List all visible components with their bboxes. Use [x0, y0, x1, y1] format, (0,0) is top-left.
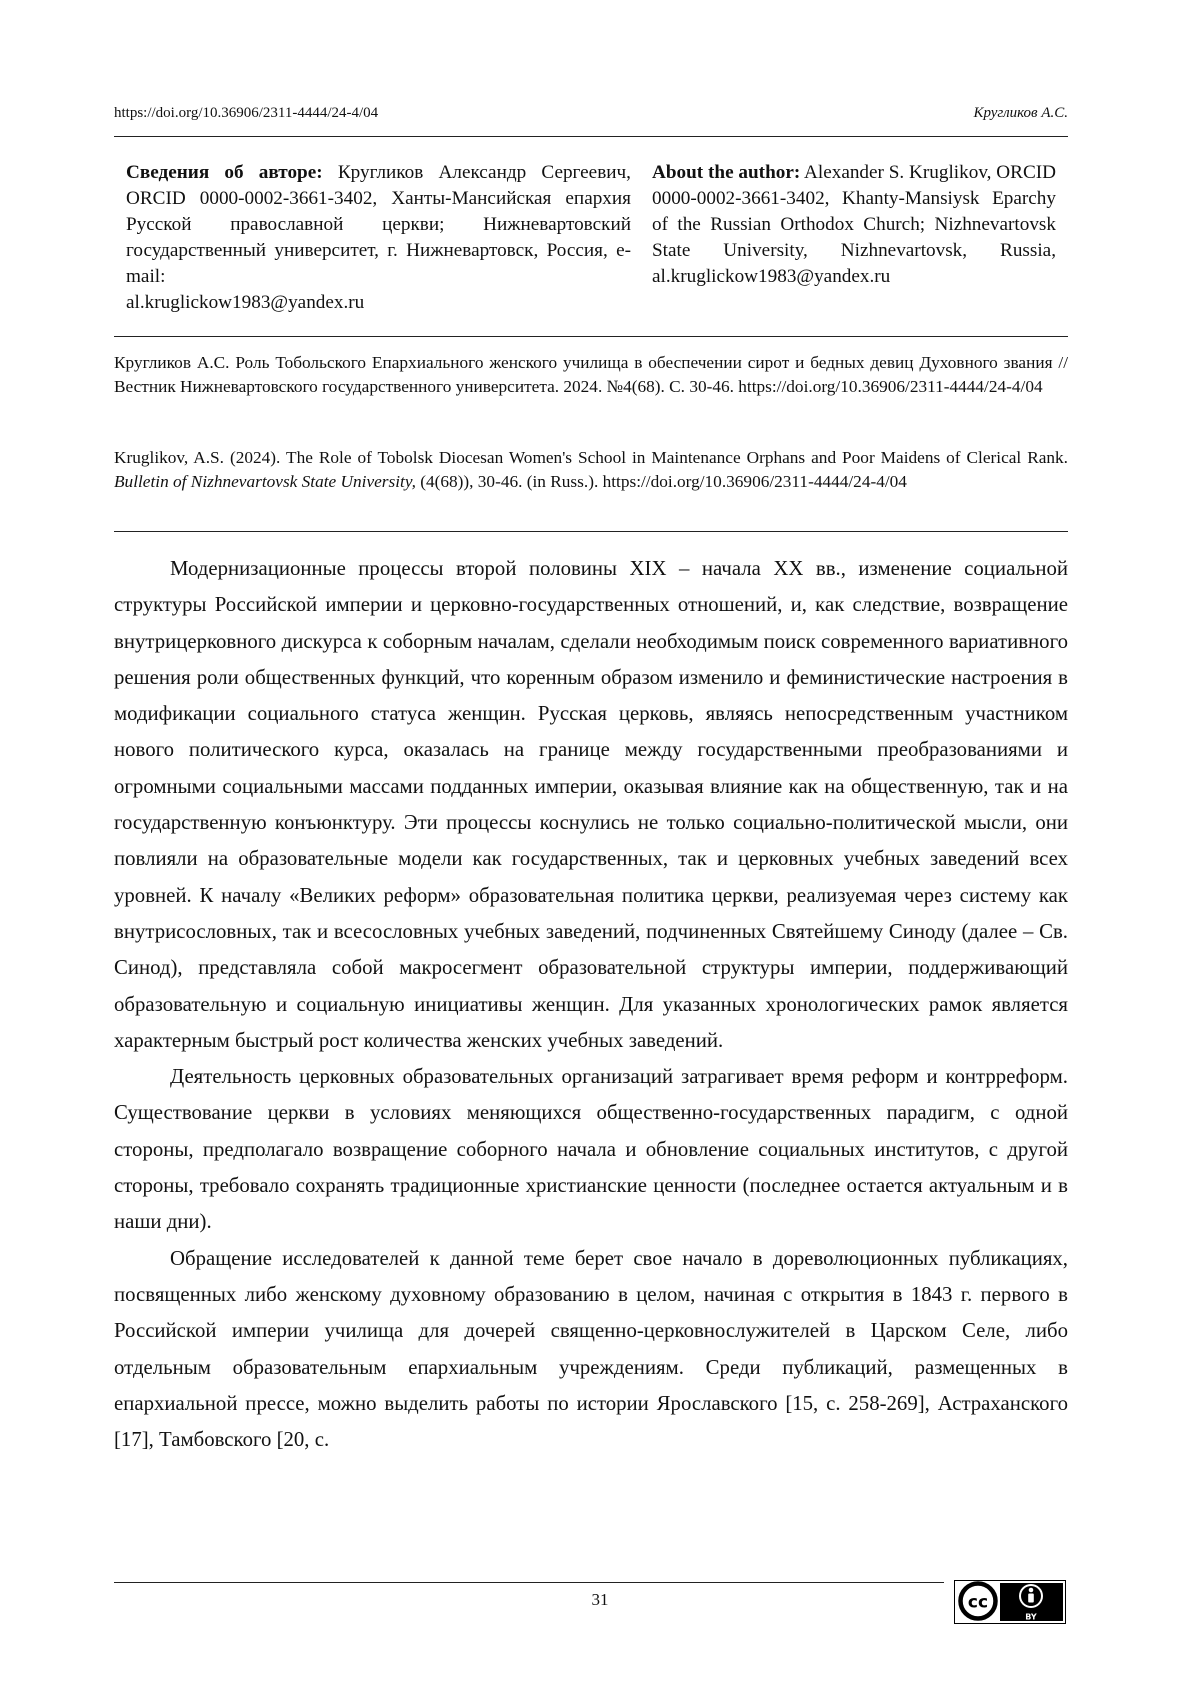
citation-ru: Кругликов А.С. Роль Тобольского Епархиального женского училища в обеспечении сирот и бедных девиц Духовного звания // Вестник Нижневартовского государственного университета. 2024. №4(68). С. 30-46. https://doi.org/10.36906/2311-4444/24-4/04: [114, 353, 1068, 396]
about-email-en[interactable]: al.kruglickow1983@yandex.ru: [652, 266, 891, 287]
about-email-ru[interactable]: al.kruglickow1983@yandex.ru: [126, 292, 365, 313]
cc-letters: cc: [967, 1592, 989, 1613]
about-label-ru: Сведения об авторе:: [126, 162, 323, 183]
about-author-ru: [126, 160, 631, 316]
citation-en-after: (4(68)), 30-46. (in Russ.). https://doi.org/10.36906/2311-4444/24-4/04: [415, 471, 907, 491]
about-text-en: Alexander S. Kruglikov, ORCID 0000-0002-3661-3402, Khanty-Mansiysk Eparchy of the Russian Orthodox Church; Nizhnevartovsk State University, Nizhnevartovsk, Russia,: [652, 162, 1056, 261]
footer-rule: [114, 1582, 944, 1583]
by-letters: BY: [1025, 1612, 1037, 1622]
citation-en-journal: Bulletin of Nizhnevartovsk State University,: [114, 471, 416, 491]
header-rule: [114, 136, 1068, 137]
about-author-en: [652, 160, 1056, 290]
citation-rule: [114, 531, 1068, 532]
header-author: Кругликов А.С.: [973, 105, 1068, 121]
paragraph: Обращение исследователей к данной теме берет свое начало в дореволюционных публикациях, посвященных либо женскому духовному образованию в целом, начиная с открытия в 1843 г. первого в Российской империи училища для дочерей священно-церковнослужителей в Царском Селе, либо отдельным образовательным епархиальным учреждениям. Среди публикаций, размещенных в епархиальной прессе, можно выделить работы по истории Ярославского [15, с. 258-269], Астраханского [17], Тамбовского [20, с.: [114, 1246, 1068, 1452]
about-label-en: About the author:: [652, 162, 801, 183]
about-text-ru: Кругликов Александр Сергеевич, ORCID 0000-0002-3661-3402, Ханты-Мансийская епархия Русской православной церкви; Нижневартовский государственный университет, г. Нижневартовск, Россия, e-mail:: [126, 162, 631, 287]
paragraph: Модернизационные процессы второй половины XIX – начала XX вв., изменение социальной структуры Российской империи и церковно-государственных отношений, и, как следствие, возвращение внутрицерковного дискурса к соборным началам, сделали необходимым поиск современного вариативного решения роли общественных функций, что коренным образом изменило и феминистические настроения в модификации социального статуса женщин. Русская церковь, являясь непосредственным участником нового политического курса, оказалась на границе между государственными преобразованиями и огромными социальными массами подданных империи, оказывая влияние как на общественную, так и на государственную конъюнктуру. Эти процессы коснулись не только социально-политической мысли, они повлияли на образовательные модели как государственных, так и церковных учебных заведений всех уровней. К началу «Великих реформ» образовательная политика церкви, реализуемая через систему как внутрисословных, так и всесословных учебных заведений, подчиненных Святейшему Синоду (далее – Св. Синод), представляла собой макросегмент образовательной структуры империи, поддерживающий образовательную и социальную инициативы женщин. Для указанных хронологических рамок является характерным быстрый рост количества женских учебных заведений.: [114, 557, 1068, 1052]
paragraph: Деятельность церковных образовательных организаций затрагивает время реформ и контрреформ. Существование церкви в условиях меняющихся общественно-государственных парадигм, с одной стороны, предполагало возвращение соборного начала и обновление социальных институтов, с другой стороны, требовало сохранять традиционные христианские ценности (последнее остается актуальным и в наши дни).: [114, 1065, 1068, 1234]
citation-en: [114, 446, 1068, 493]
header-doi[interactable]: https://doi.org/10.36906/2311-4444/24-4/04: [114, 105, 379, 121]
article-body: [114, 551, 1068, 1458]
cc-by-license-icon[interactable]: [954, 1580, 1066, 1624]
citation-en-before: Kruglikov, A.S. (2024). The Role of Tobolsk Diocesan Women's School in Maintenance Orphans and Poor Maidens of Clerical Rank.: [114, 448, 1068, 467]
about-rule: [114, 336, 1068, 337]
page-number: 31: [591, 1590, 609, 1609]
